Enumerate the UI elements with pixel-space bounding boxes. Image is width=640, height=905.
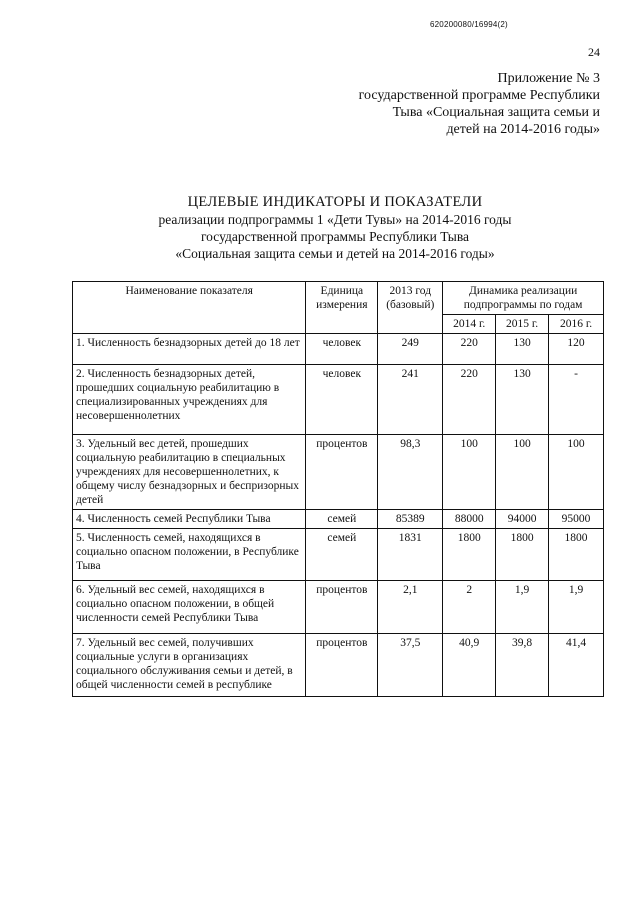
document-number: 620200080/16994(2) [430, 20, 508, 29]
appendix-line-4: детей на 2014-2016 годы» [446, 122, 600, 137]
indicator-unit: человек [306, 365, 378, 435]
table-row [73, 634, 604, 697]
value-2013: 249 [378, 334, 443, 365]
indicator-unit: процентов [306, 634, 378, 697]
value-2016: 1800 [549, 529, 604, 581]
value-2016: 1,9 [549, 581, 604, 634]
value-2014: 2 [443, 581, 496, 634]
value-2016: 120 [549, 334, 604, 365]
header-unit: Единица измерения [306, 282, 378, 334]
appendix-line-2: государственной программе Республики [358, 88, 600, 103]
indicator-unit: процентов [306, 435, 378, 510]
indicator-name: 4. Численность семей Республики Тыва [73, 510, 306, 529]
indicator-name: 7. Удельный вес семей, получивших социальные услуги в организациях социального обслуживания семьи и детей, в общей численности семей в республике [73, 634, 306, 697]
title-line-1: ЦЕЛЕВЫЕ ИНДИКАТОРЫ И ПОКАЗАТЕЛИ [187, 194, 483, 210]
value-2013: 85389 [378, 510, 443, 529]
table-row [73, 365, 604, 435]
indicator-unit: семей [306, 510, 378, 529]
appendix-line-1: Приложение № 3 [497, 71, 600, 86]
table-row [73, 435, 604, 510]
value-2014: 88000 [443, 510, 496, 529]
indicator-name: 3. Удельный вес детей, прошедших социальную реабилитацию в специальных учреждениях для несовершеннолетних, к общему числу безнадзорных и беспризорных детей [73, 435, 306, 510]
value-2015: 130 [496, 334, 549, 365]
header-2015: 2015 г. [496, 315, 549, 334]
table-row [73, 529, 604, 581]
indicator-name: 6. Удельный вес семей, находящихся в социально опасном положении, в общей численности семей Республики Тыва [73, 581, 306, 634]
value-2013: 2,1 [378, 581, 443, 634]
value-2013: 98,3 [378, 435, 443, 510]
value-2014: 100 [443, 435, 496, 510]
header-name: Наименование показателя [73, 282, 306, 334]
indicator-unit: процентов [306, 581, 378, 634]
indicator-unit: человек [306, 334, 378, 365]
value-2016: 41,4 [549, 634, 604, 697]
value-2016: 95000 [549, 510, 604, 529]
page-number: 24 [588, 45, 600, 59]
value-2015: 1800 [496, 529, 549, 581]
value-2013: 1831 [378, 529, 443, 581]
indicator-name: 2. Численность безнадзорных детей, прошедших социальную реабилитацию в специализированных учреждениях для несовершеннолетних [73, 365, 306, 435]
title-line-3: государственной программы Республики Тыва [200, 229, 470, 244]
value-2014: 1800 [443, 529, 496, 581]
table-header-row [73, 282, 604, 315]
title-line-2: реализации подпрограммы 1 «Дети Тувы» на 2014-2016 годы [158, 212, 512, 227]
header-2016: 2016 г. [549, 315, 604, 334]
value-2014: 220 [443, 334, 496, 365]
appendix-reference [300, 70, 600, 138]
indicator-name: 1. Численность безнадзорных детей до 18 лет [73, 334, 306, 365]
value-2016: - [549, 365, 604, 435]
title-line-4: «Социальная защита семьи и детей на 2014-2016 годы» [175, 246, 495, 261]
table-row [73, 334, 604, 365]
value-2014: 220 [443, 365, 496, 435]
document-title [60, 194, 610, 262]
appendix-line-3: Тыва «Социальная защита семьи и [392, 105, 600, 120]
indicator-name: 5. Численность семей, находящихся в социально опасном положении, в Республике Тыва [73, 529, 306, 581]
value-2015: 94000 [496, 510, 549, 529]
header-2014: 2014 г. [443, 315, 496, 334]
value-2016: 100 [549, 435, 604, 510]
value-2013: 241 [378, 365, 443, 435]
table-row [73, 510, 604, 529]
table-row [73, 581, 604, 634]
value-2015: 39,8 [496, 634, 549, 697]
header-base-year: 2013 год (базовый) [378, 282, 443, 334]
header-dynamics: Динамика реализации подпрограммы по годам [443, 282, 604, 315]
indicators-table [72, 281, 604, 697]
value-2015: 130 [496, 365, 549, 435]
indicator-unit: семей [306, 529, 378, 581]
value-2013: 37,5 [378, 634, 443, 697]
value-2015: 100 [496, 435, 549, 510]
value-2014: 40,9 [443, 634, 496, 697]
value-2015: 1,9 [496, 581, 549, 634]
